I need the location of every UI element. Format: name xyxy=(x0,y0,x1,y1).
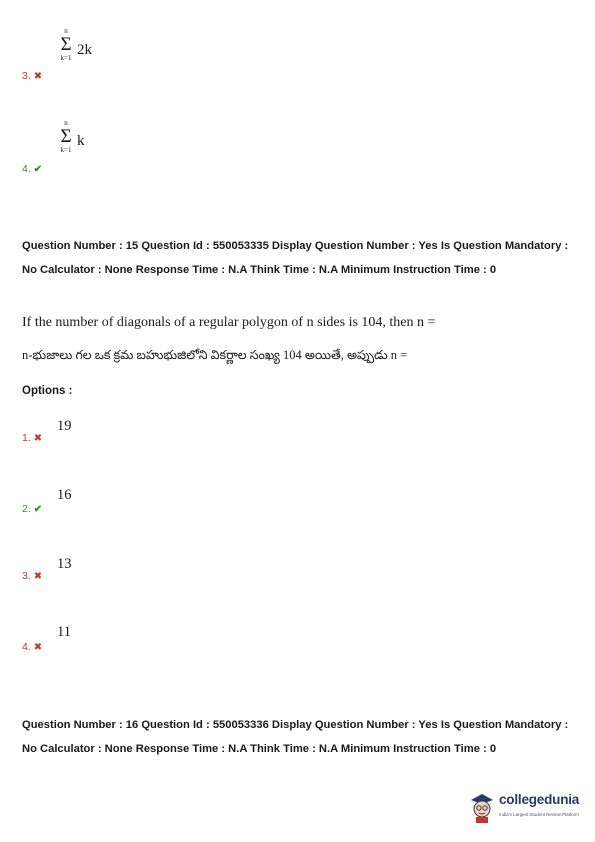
sum-term: k xyxy=(77,133,85,149)
sum-upper-limit: n xyxy=(64,119,68,127)
wrong-icon: ✖ xyxy=(33,433,43,444)
sum-lower-limit: k=1 xyxy=(60,146,72,154)
sigma-icon: Σ xyxy=(60,34,72,55)
question-meta: Question Number : 16 Question Id : 550053336 Display Question Number : Yes Is Question Mandatory : No Calculator : None Response Time : N.A Think Time : N.A Minimum Instruction Time : 0 xyxy=(22,719,569,755)
option-number: 2. xyxy=(22,503,31,515)
option-row xyxy=(22,637,42,655)
option-value: 19 xyxy=(57,418,72,434)
option-number: 3. xyxy=(22,70,31,82)
option-row xyxy=(22,499,42,517)
option-row xyxy=(22,159,42,177)
option-number: 1. xyxy=(22,432,31,444)
option-value: 13 xyxy=(57,556,72,572)
summation-expression xyxy=(55,28,77,62)
check-icon: ✔ xyxy=(33,504,43,515)
option-value: 16 xyxy=(57,487,72,503)
wrong-icon: ✖ xyxy=(33,642,43,653)
question-text-english: If the number of diagonals of a regular polygon of n sides is 104, then n = xyxy=(22,315,436,330)
sum-term: 2k xyxy=(77,42,92,58)
option-number: 4. xyxy=(22,163,31,175)
sum-lower-limit: k=1 xyxy=(60,54,72,62)
options-label: Options : xyxy=(22,385,73,397)
check-icon: ✔ xyxy=(33,164,43,175)
option-number: 3. xyxy=(22,570,31,582)
option-row xyxy=(22,566,42,584)
option-row xyxy=(22,66,42,84)
option-row xyxy=(22,428,42,446)
question-meta: Question Number : 15 Question Id : 550053335 Display Question Number : Yes Is Question Mandatory : No Calculator : None Response Time : N.A Think Time : N.A Minimum Instruction Time : 0 xyxy=(22,240,569,276)
option-value: 11 xyxy=(57,624,71,640)
option-number: 4. xyxy=(22,641,31,653)
logo-text: collegedunia xyxy=(499,792,580,807)
sum-upper-limit: n xyxy=(64,27,68,35)
question-text-telugu: n-భుజాలు గల ఒక క్రమ బహుభుజిలోని వికర్ణాల సంఖ్య 104 అయితే, అప్పుడు n = xyxy=(22,348,408,362)
mascot-icon xyxy=(467,790,497,824)
sigma-icon: Σ xyxy=(60,126,72,147)
summation-expression xyxy=(55,120,77,154)
wrong-icon: ✖ xyxy=(33,571,43,582)
logo-tagline: India's Largest Student Review Platform xyxy=(499,812,579,817)
collegedunia-logo xyxy=(467,790,587,830)
wrong-icon: ✖ xyxy=(33,71,43,82)
